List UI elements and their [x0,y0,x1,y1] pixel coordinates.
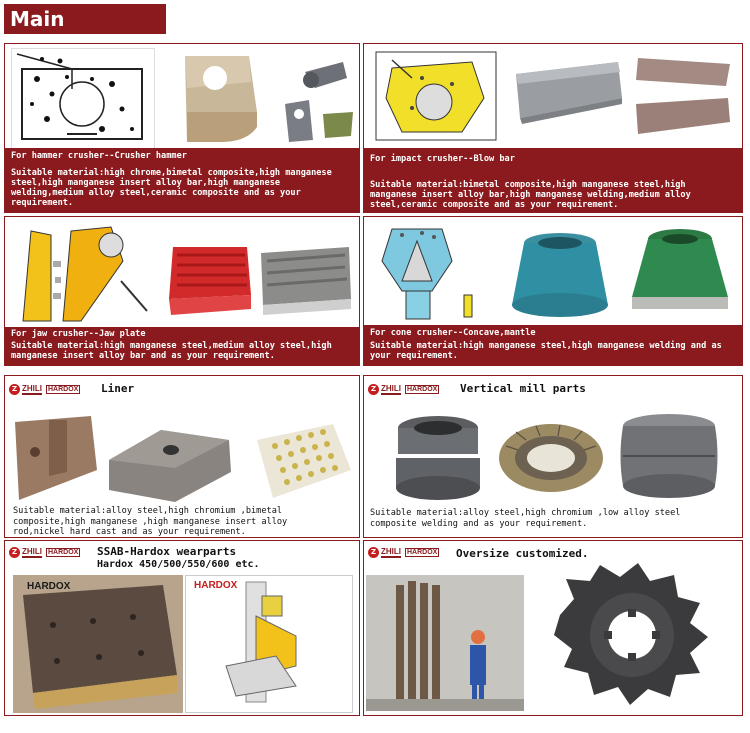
jaw-crusher-diagram [11,221,153,325]
vertical-mill-heading: Vertical mill parts [460,382,586,395]
concave-photo [508,225,612,323]
liner-photo-1 [9,412,101,504]
liner-photo-3 [253,420,355,502]
impact-crusher-description: Suitable material:bimetal composite,high manganese steel,high manganese insert alloy bar,high manganese welding,medium alloy steel,ceramic composite and as your requirement. [370,180,691,210]
liner-heading: Liner [101,382,135,395]
hardox-heading: SSAB-Hardox wearparts [97,545,237,558]
cone-crusher-panel [363,216,743,366]
impact-caption-box [364,148,742,212]
vertical-mill-description: Suitable material:alloy steel,high chromium ,low alloy steel composite welding and as your requirement. [370,508,681,529]
jaw-caption-box [5,327,359,365]
blow-bar-photo-2 [634,52,734,140]
hardox-subheading: Hardox 450/500/550/600 etc. [97,559,260,570]
impact-crusher-diagram [372,48,500,144]
zhili-logo-2 [368,382,439,396]
zhili-mark-icon-3: Z [9,547,20,558]
cone-crusher-title: For cone crusher--Concave,mantle [370,328,536,338]
hammer-caption-box [5,148,359,212]
hardox-panel [4,540,360,716]
hammer-crusher-description: Suitable material:high chrome,bimetal composite,high manganese steel,high manganese insert alloy bar,high manganese welding,medium alloy steel,ceramic composite and as your requirement. [11,168,332,208]
crusher-hammer-photo [177,52,265,146]
hardox-machine-illustration [185,575,353,713]
hammer-crusher-panel [4,43,360,213]
mill-table-photo [496,416,606,498]
jaw-plate-photo-2 [257,243,355,319]
cone-crusher-diagram [372,221,500,325]
liner-panel [4,375,360,538]
jaw-crusher-description: Suitable material:high manganese steel,medium alloy steel,high manganese insert alloy bar and as your requirement. [11,341,332,361]
zhili-brand-2: ZHILI [381,383,401,393]
impact-crusher-title: For impact crusher--Blow bar [370,154,515,164]
hardox-badge-4: HARDOX [407,548,438,556]
hardox-badge-3: HARDOX [48,548,79,556]
vertical-mill-panel [363,375,743,538]
hardox-plates-photo [13,575,183,713]
page-title: Main [4,4,166,34]
oversize-heading: Oversize customized. [456,547,589,560]
cone-crusher-description: Suitable material:high manganese steel,high manganese welding and as your requirement. [370,341,722,361]
hammer-parts-photo [275,52,357,146]
hardox-badge-2: HARDOX [407,385,438,393]
mill-roller-photo-1 [386,408,490,506]
cone-caption-box [364,325,742,365]
oversize-panel [363,540,743,716]
hammer-crusher-title: For hammer crusher--Crusher hammer [11,151,187,161]
zhili-mark-icon: Z [9,384,20,395]
zhili-logo-4 [368,545,439,559]
hammer-crusher-diagram [11,48,155,150]
liner-photo-2 [105,416,235,504]
hardox-label-2: HARDOX [194,580,238,591]
liner-description: Suitable material:alloy steel,high chromium ,bimetal composite,high manganese ,high manganese insert alloy rod,nickel hard cast and as your requirement. [13,506,288,537]
oversize-factory-photo [366,575,524,711]
zhili-mark-icon-2: Z [368,384,379,395]
impact-crusher-panel [363,43,743,213]
jaw-crusher-panel [4,216,360,366]
zhili-brand: ZHILI [22,383,42,393]
hardox-badge: HARDOX [48,385,79,393]
hardox-label-1: HARDOX [27,581,71,592]
zhili-logo [9,382,80,396]
mill-roller-photo-2 [614,408,724,506]
mantle-photo [628,223,732,323]
zhili-mark-icon-4: Z [368,547,379,558]
zhili-brand-3: ZHILI [22,546,42,556]
zhili-brand-4: ZHILI [381,546,401,556]
blow-bar-photo-1 [514,58,624,134]
jaw-plate-photo-1 [167,241,253,321]
zhili-logo-3 [9,545,80,559]
jaw-crusher-title: For jaw crusher--Jaw plate [11,329,146,339]
oversize-gear-photo [530,555,738,713]
